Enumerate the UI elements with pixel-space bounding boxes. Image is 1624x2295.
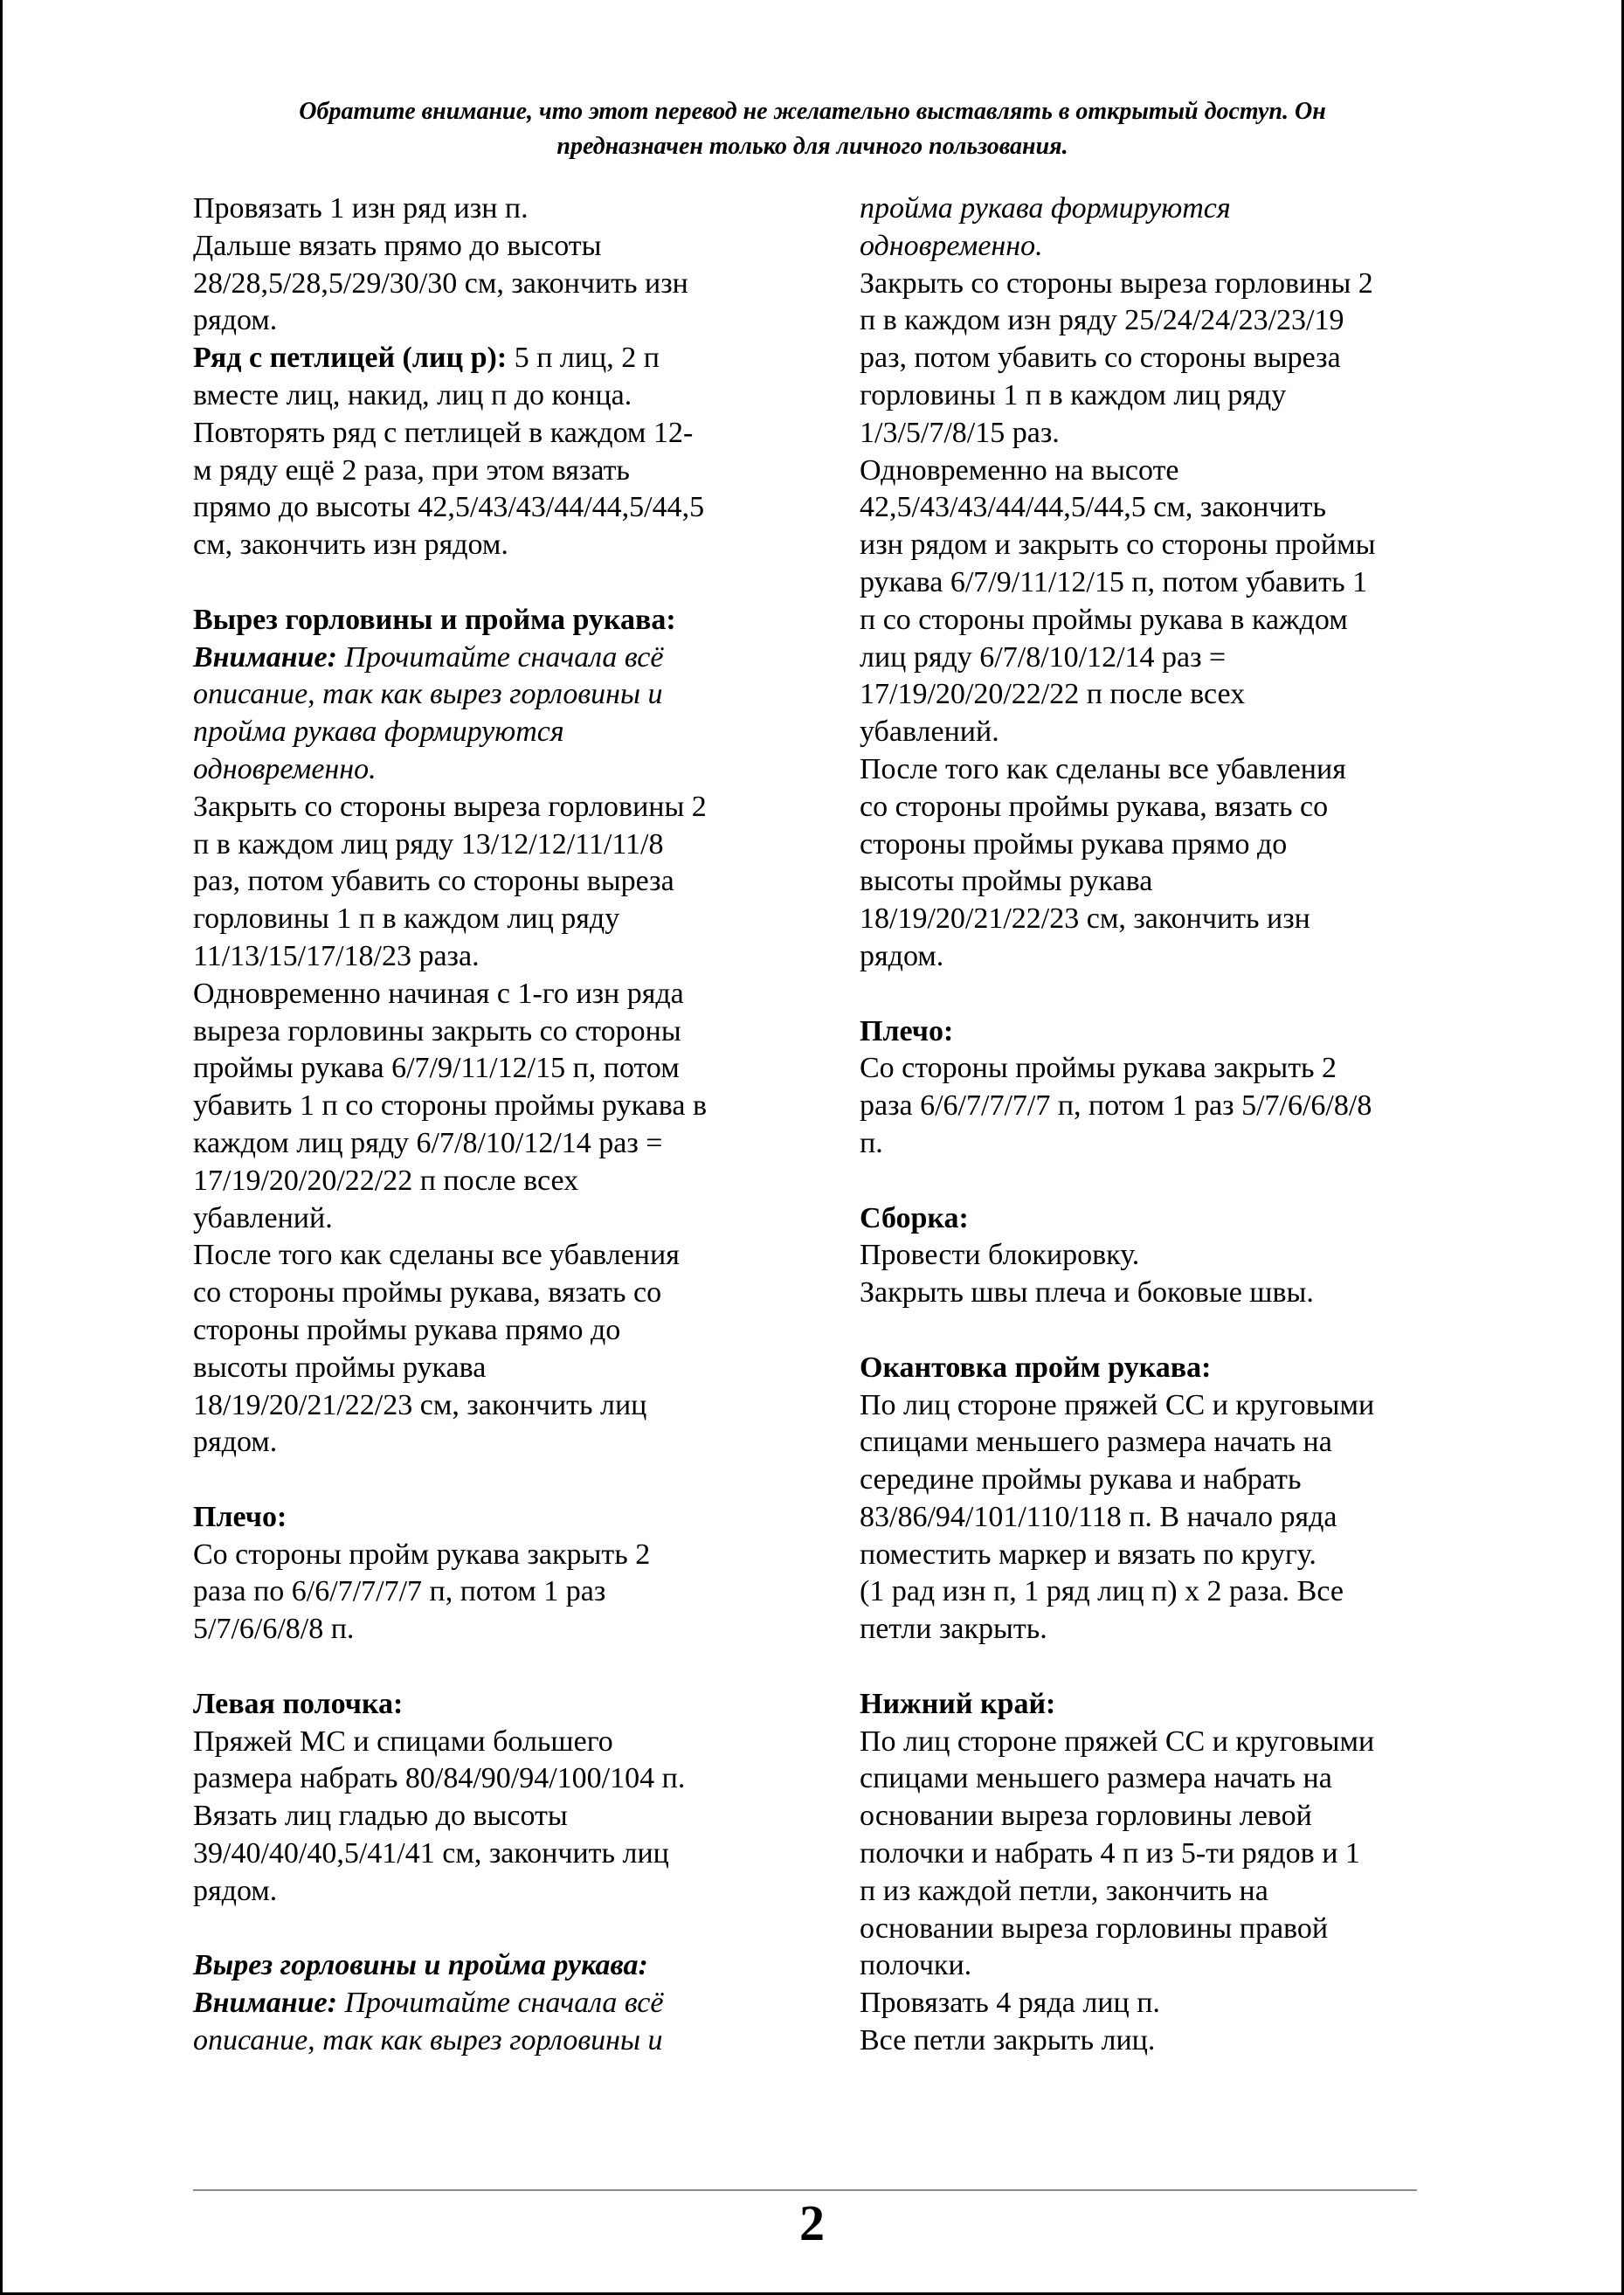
text-line: Со стороны проймы рукава закрыть 2: [860, 1052, 1337, 1085]
warning-label: Внимание:: [193, 1987, 337, 2020]
text-line: Вязать лиц гладью до высоты: [193, 1800, 568, 1833]
text-line: 17/19/20/20/22/22 п после всех: [193, 1164, 579, 1197]
text-line: высоты проймы рукава: [193, 1351, 487, 1384]
notice-line: Обратите внимание, что этот перевод не желательно выставлять в открытый доступ. Он: [299, 98, 1326, 125]
text-line: После того как сделаны все убавления: [860, 752, 1346, 785]
copyright-notice: [192, 94, 1433, 164]
text-line: высоты проймы рукава: [860, 865, 1153, 898]
text-line: спицами меньшего размера начать на: [860, 1426, 1332, 1459]
page-number: 2: [799, 2195, 825, 2251]
text-line: рядом.: [860, 939, 944, 972]
text-line: стороны проймы рукава прямо до: [193, 1313, 621, 1346]
text-line: 1/3/5/7/8/15 раз.: [860, 416, 1060, 449]
text-line: одновременно.: [860, 229, 1043, 262]
spacer: [193, 1462, 787, 1499]
buttonhole-row-label: Ряд с петлицей (лиц р):: [193, 342, 508, 375]
section-heading: Левая полочка:: [193, 1687, 404, 1720]
text-line: п со стороны проймы рукава в каждом: [860, 603, 1348, 636]
text-line: пройма рукава формируются: [193, 715, 564, 749]
text-line: Провязать 1 изн ряд изн п.: [193, 192, 529, 225]
text-line: Провести блокировку.: [860, 1239, 1140, 1272]
text-line: одновременно.: [193, 752, 377, 785]
text-line: Дальше вязать прямо до высоты: [193, 229, 602, 262]
spacer: [193, 1911, 787, 1948]
text-line: раз, потом убавить со стороны выреза: [193, 865, 674, 898]
text-span: Прочитайте сначала всё: [336, 640, 664, 674]
text-line: рукава 6/7/9/11/12/15 п, потом убавить 1: [860, 565, 1368, 598]
text-line: убавлений.: [860, 715, 999, 749]
text-line: п из каждой петли, закончить на: [860, 1874, 1268, 1907]
warning-line: [193, 639, 787, 677]
text-line: убавлений.: [193, 1201, 333, 1234]
text-line: горловины 1 п в каждом лиц ряду: [860, 378, 1287, 411]
notice-line: предназначен только для личного пользования.: [556, 133, 1068, 160]
spacer: [860, 1312, 1454, 1350]
text-line: прямо до высоты 42,5/43/43/44/44,5/44,5: [193, 491, 705, 524]
text-line: 18/19/20/21/22/23 см, закончить лиц: [193, 1388, 647, 1421]
text-line: рядом.: [193, 1874, 278, 1907]
text-line: 83/86/94/101/110/118 п. В начало ряда: [860, 1500, 1337, 1533]
text-line: рядом.: [193, 304, 278, 337]
text-line: Одновременно на высоте: [860, 453, 1179, 487]
text-line: 42,5/43/43/44/44,5/44,5 см, закончить: [860, 491, 1327, 524]
text-line: Одновременно начиная с 1-го изн ряда: [193, 977, 684, 1010]
text-line: со стороны проймы рукава, вязать со: [860, 790, 1329, 823]
text-line: (1 рад изн п, 1 ряд лиц п) х 2 раза. Все: [860, 1575, 1344, 1608]
footer-divider: [193, 2189, 1417, 2191]
spacer: [860, 1649, 1454, 1686]
text-line: Закрыть со стороны выреза горловины 2: [860, 266, 1373, 300]
text-line: описание, так как вырез горловины и: [193, 678, 663, 711]
text-line: Закрыть со стороны выреза горловины 2: [193, 790, 707, 823]
text-line: выреза горловины закрыть со стороны: [193, 1014, 681, 1047]
text-line: Закрыть швы плеча и боковые швы.: [860, 1276, 1314, 1310]
text-line: После того как сделаны все убавления: [193, 1239, 680, 1272]
text-line: изн рядом и закрыть со стороны проймы: [860, 529, 1376, 562]
text-line: со стороны проймы рукава, вязать со: [193, 1276, 662, 1310]
text-line: Со стороны пройм рукава закрыть 2: [193, 1538, 651, 1571]
text-line: Провязать 4 ряда лиц п.: [860, 1987, 1160, 2020]
text-line: горловины 1 п в каждом лиц ряду: [193, 902, 620, 936]
section-heading: Окантовка пройм рукава:: [860, 1351, 1212, 1384]
text-line: убавить 1 п со стороны проймы рукава в: [193, 1089, 708, 1123]
text-line: рядом.: [193, 1426, 278, 1459]
section-heading: Сборка:: [860, 1201, 969, 1234]
text-line: петли закрыть.: [860, 1613, 1047, 1646]
text-line: середине проймы рукава и набрать: [860, 1463, 1302, 1497]
section-heading: Вырез горловины и пройма рукава:: [193, 603, 676, 636]
text-line: раза по 6/6/7/7/7/7 п, потом 1 раз: [193, 1575, 606, 1608]
spacer: [860, 976, 1454, 1013]
text-line: лиц ряду 6/7/8/10/12/14 раз =: [860, 640, 1227, 674]
text-line: описание, так как вырез горловины и: [193, 2024, 663, 2057]
text-line: м ряду ещё 2 раза, при этом вязать: [193, 453, 630, 487]
text-line: 28/28,5/28,5/29/30/30 см, закончить изн: [193, 266, 688, 300]
text-span: 5 п лиц, 2 п: [507, 342, 660, 375]
right-column: [860, 190, 1454, 2060]
text-line: основании выреза горловины правой: [860, 1911, 1329, 1945]
text-line: основании выреза горловины левой: [860, 1800, 1312, 1833]
text-line: раз, потом убавить со стороны выреза: [860, 342, 1341, 375]
text-line: полочки и набрать 4 п из 5-ти рядов и 1: [860, 1837, 1360, 1870]
section-heading: Вырез горловины и пройма рукава:: [193, 1949, 648, 1982]
text-line: см, закончить изн рядом.: [193, 529, 508, 562]
text-line: раза 6/6/7/7/7/7 п, потом 1 раз 5/7/6/6/8/8: [860, 1089, 1372, 1123]
text-line: 39/40/40/40,5/41/41 см, закончить лиц: [193, 1837, 669, 1870]
text-line: п.: [860, 1126, 883, 1159]
buttonhole-row-line: [193, 340, 787, 377]
text-line: п в каждом изн ряду 25/24/24/23/23/19: [860, 304, 1344, 337]
warning-label: Внимание:: [193, 640, 337, 674]
text-line: По лиц стороне пряжей СС и круговыми: [860, 1725, 1375, 1758]
section-heading: Плечо:: [860, 1014, 954, 1047]
text-line: Повторять ряд с петлицей в каждом 12-: [193, 416, 694, 449]
text-line: поместить маркер и вязать по кругу.: [860, 1538, 1316, 1571]
text-span: Прочитайте сначала всё: [336, 1987, 664, 2020]
text-line: спицами меньшего размера начать на: [860, 1762, 1332, 1795]
text-line: размера набрать 80/84/90/94/100/104 п.: [193, 1762, 686, 1795]
text-line: Все петли закрыть лиц.: [860, 2024, 1156, 2057]
text-line: вместе лиц, накид, лиц п до конца.: [193, 378, 632, 411]
section-heading: Плечо:: [193, 1500, 287, 1533]
spacer: [860, 1163, 1454, 1200]
text-line: 5/7/6/6/8/8 п.: [193, 1613, 355, 1646]
text-line: полочки.: [860, 1949, 972, 1982]
section-heading: Нижний край:: [860, 1687, 1056, 1720]
text-line: 11/13/15/17/18/23 раза.: [193, 939, 480, 972]
text-line: стороны проймы рукава прямо до: [860, 827, 1288, 861]
text-line: По лиц стороне пряжей СС и круговыми: [860, 1388, 1375, 1421]
text-line: проймы рукава 6/7/9/11/12/15 п, потом: [193, 1052, 680, 1085]
text-line: каждом лиц ряду 6/7/8/10/12/14 раз =: [193, 1126, 663, 1159]
warning-line: [193, 1985, 787, 2022]
left-column: [193, 190, 787, 2060]
spacer: [193, 564, 787, 602]
spacer: [193, 1649, 787, 1686]
text-line: п в каждом лиц ряду 13/12/12/11/11/8: [193, 827, 664, 861]
text-line: 17/19/20/20/22/22 п после всех: [860, 678, 1246, 711]
text-line: пройма рукава формируются: [860, 192, 1231, 225]
text-line: 18/19/20/21/22/23 см, закончить изн: [860, 902, 1310, 936]
text-line: Пряжей МС и спицами большего: [193, 1725, 613, 1758]
